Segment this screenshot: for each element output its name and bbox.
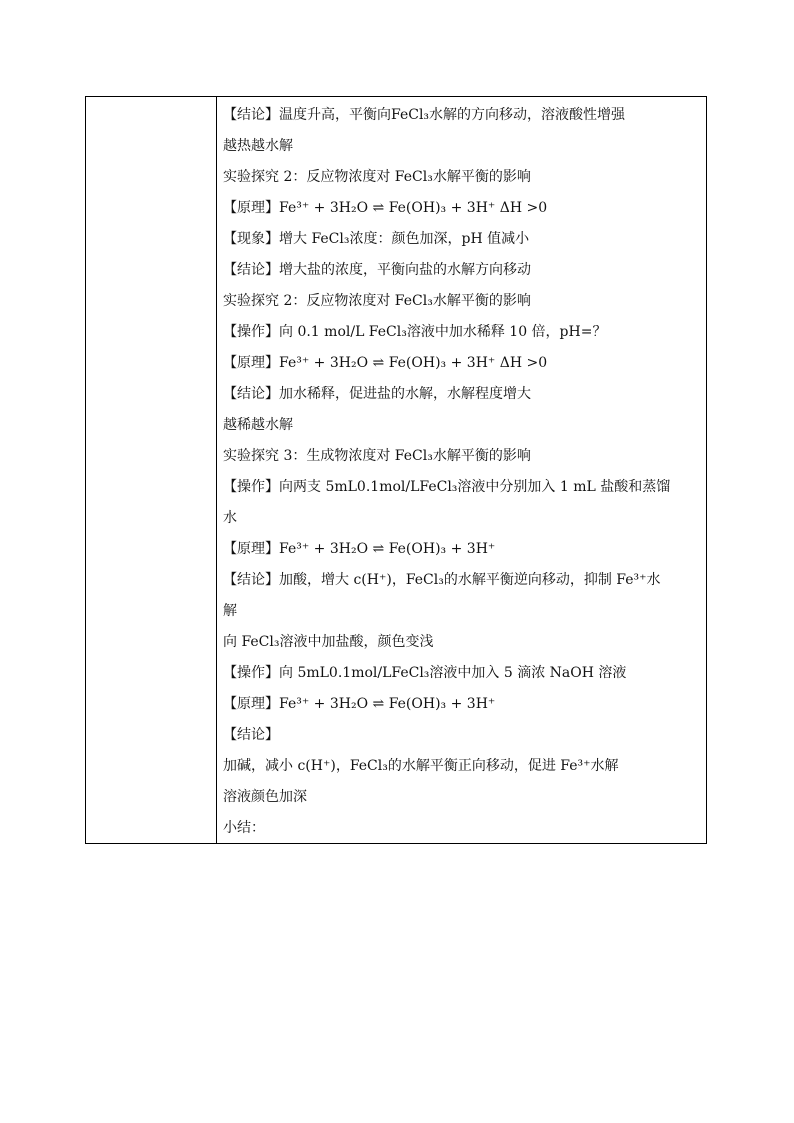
- line-tag: 【结论】: [223, 262, 279, 278]
- text-line: [223, 286, 702, 317]
- line-text: 实验探究 3：生成物浓度对 FeCl₃水解平衡的影响: [223, 448, 531, 464]
- line-text: Fe³⁺ + 3H₂O ⇌ Fe(OH)₃ + 3H⁺ ΔH >0: [279, 355, 548, 371]
- line-tag: 【操作】: [223, 479, 279, 495]
- line-text: 向 0.1 mol/L FeCl₃溶液中加水稀释 10 倍，pH=？: [279, 324, 607, 340]
- text-line: [223, 317, 702, 348]
- text-line: [223, 565, 702, 596]
- text-line: [223, 472, 702, 503]
- line-text: 越稀越水解: [223, 417, 293, 433]
- line-text: 加水稀释，促进盐的水解，水解程度增大: [279, 386, 531, 402]
- text-line: [223, 162, 702, 193]
- line-text: 向两支 5mL0.1mol/LFeCl₃溶液中分别加入 1 mL 盐酸和蒸馏: [279, 479, 671, 495]
- text-line: [223, 224, 702, 255]
- line-text: 越热越水解: [223, 138, 293, 154]
- text-line: [223, 751, 702, 782]
- line-text: 溶液颜色加深: [223, 789, 307, 805]
- line-text: Fe³⁺ + 3H₂O ⇌ Fe(OH)₃ + 3H⁺: [279, 541, 496, 557]
- text-line: [223, 627, 702, 658]
- text-line: [223, 100, 702, 131]
- text-line: [223, 379, 702, 410]
- line-text: Fe³⁺ + 3H₂O ⇌ Fe(OH)₃ + 3H⁺: [279, 696, 496, 712]
- text-line: [223, 813, 702, 844]
- line-tag: 【原理】: [223, 541, 279, 557]
- line-text: 加酸，增大 c(H⁺)，FeCl₃的水解平衡逆向移动，抑制 Fe³⁺水: [279, 572, 661, 588]
- line-tag: 【原理】: [223, 696, 279, 712]
- text-line: [223, 658, 702, 689]
- text-line: [223, 410, 702, 441]
- text-line: [223, 193, 702, 224]
- text-line: [223, 348, 702, 379]
- line-text: 增大盐的浓度，平衡向盐的水解方向移动: [279, 262, 531, 278]
- line-tag: 【现象】: [223, 231, 279, 247]
- line-text: 加碱，减小 c(H⁺)，FeCl₃的水解平衡正向移动，促进 Fe³⁺水解: [223, 758, 619, 774]
- text-line: [223, 255, 702, 286]
- left-column-cell: [86, 97, 217, 843]
- content-cell: [218, 97, 706, 843]
- text-line: [223, 782, 702, 813]
- text-line: [223, 596, 702, 627]
- line-text: 解: [223, 603, 237, 619]
- line-text: 实验探究 2：反应物浓度对 FeCl₃水解平衡的影响: [223, 293, 531, 309]
- line-tag: 【结论】: [223, 572, 279, 588]
- line-tag: 【操作】: [223, 665, 279, 681]
- line-text: Fe³⁺ + 3H₂O ⇌ Fe(OH)₃ + 3H⁺ ΔH >0: [279, 200, 548, 216]
- line-tag: 【原理】: [223, 355, 279, 371]
- line-text: 增大 FeCl₃浓度：颜色加深，pH 值减小: [279, 231, 530, 247]
- text-line: [223, 534, 702, 565]
- line-text: 向 FeCl₃溶液中加盐酸，颜色变浅: [223, 634, 434, 650]
- line-tag: 【原理】: [223, 200, 279, 216]
- line-text: 水: [223, 510, 237, 526]
- text-line: [223, 689, 702, 720]
- line-text: 温度升高，平衡向FeCl₃水解的方向移动，溶液酸性增强: [279, 107, 626, 123]
- line-tag: 【结论】: [223, 727, 279, 743]
- line-text: 小结：: [223, 820, 265, 836]
- text-line: [223, 441, 702, 472]
- text-line: [223, 131, 702, 162]
- line-tag: 【操作】: [223, 324, 279, 340]
- line-text: 向 5mL0.1mol/LFeCl₃溶液中加入 5 滴浓 NaOH 溶液: [279, 665, 627, 681]
- line-tag: 【结论】: [223, 386, 279, 402]
- lesson-table: [85, 96, 707, 844]
- line-tag: 【结论】: [223, 107, 279, 123]
- text-line: [223, 503, 702, 534]
- line-text: 实验探究 2：反应物浓度对 FeCl₃水解平衡的影响: [223, 169, 531, 185]
- text-line: [223, 720, 702, 751]
